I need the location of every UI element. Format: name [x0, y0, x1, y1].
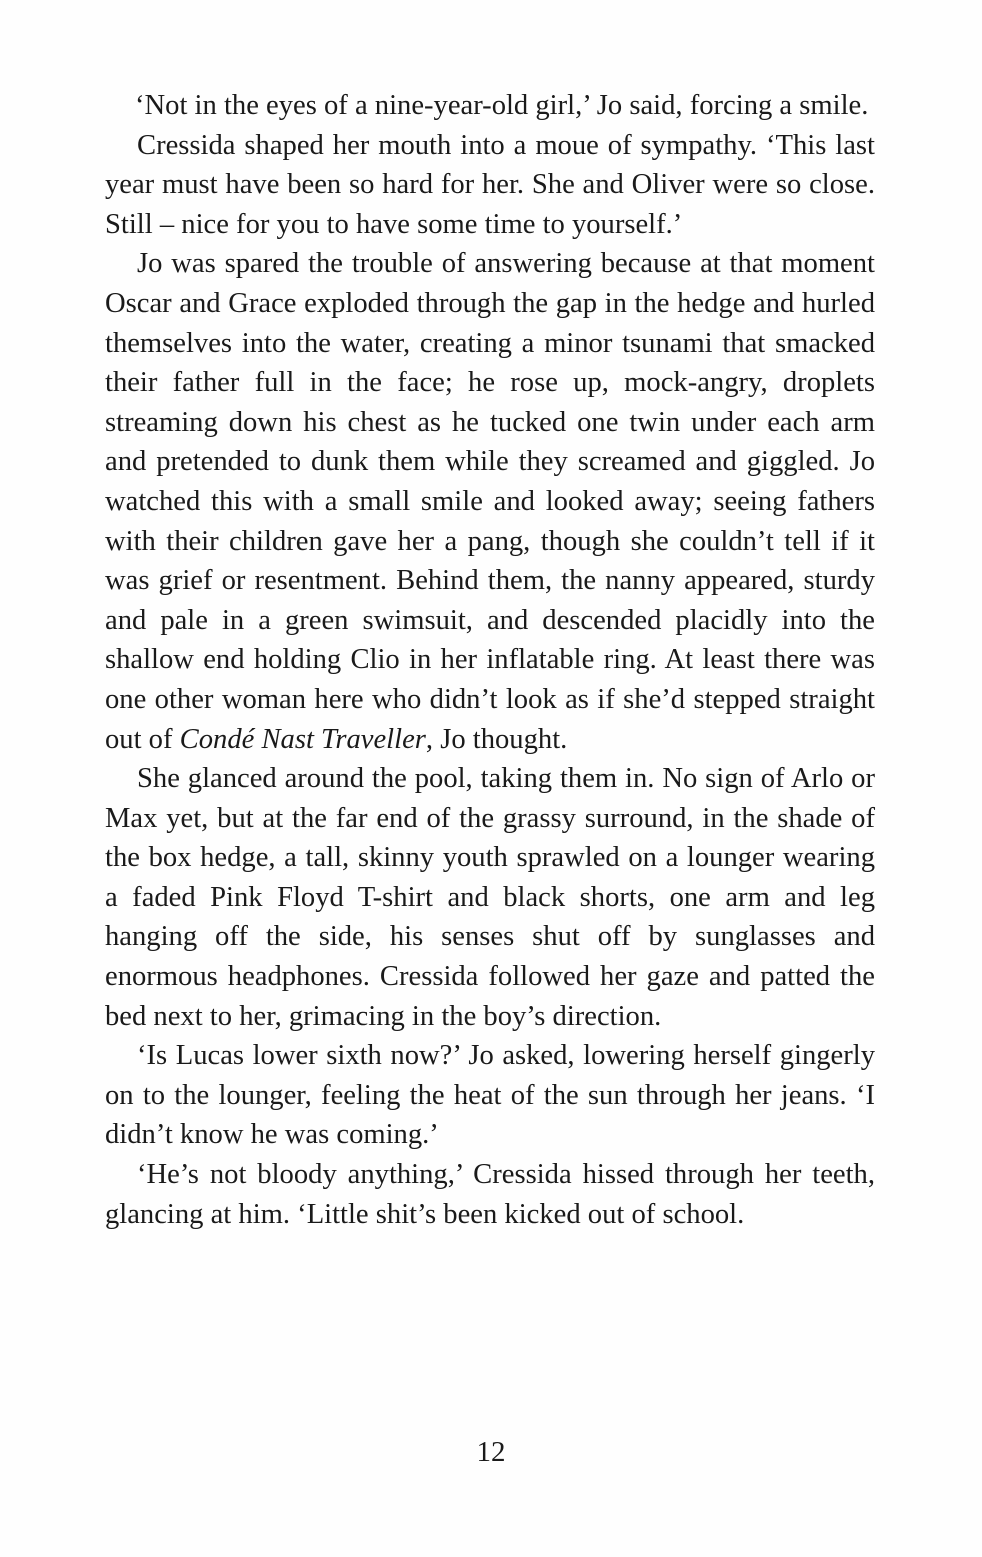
paragraph-4-text: She glanced around the pool, taking them in. No sign of Arlo or Max yet, but at the far end of the grassy surround, in the shade of the box hedge, a tall, skinny youth sprawled on a lounger wearing a faded Pink Floyd T-shirt and black shorts, one arm and leg hanging off the side, his senses shut off by sunglasses and enormous headphones. Cressida followed her gaze and patted the bed next to her, grimacing in the boy’s direction. [105, 763, 875, 1032]
magazine-title: Condé Nast Traveller [179, 723, 426, 755]
paragraph-3-text-end: , Jo thought. [425, 723, 568, 755]
paragraph-5-text: ‘Is Lucas lower sixth now?’ Jo asked, lowering herself gingerly on to the lounger, feeling the heat of the sun through her jeans. ‘I didn’t know he was coming.’ [105, 1040, 875, 1151]
paragraph-1 [105, 86, 875, 126]
paragraph-6 [105, 1155, 875, 1234]
paragraph-3-text: Jo was spared the trouble of answering because at that moment Oscar and Grace exploded through the gap in the hedge and hurled themselves into the water, creating a minor tsunami that smacked their father full in the face; he rose up, mock-angry, droplets streaming down his chest as he tucked one twin under each arm and pretended to dunk them while they screamed and giggled. Jo watched this with a small smile and looked away; seeing fathers with their children gave her a pang, though she couldn’t tell if it was grief or resentment. Behind them, the nanny appeared, sturdy and pale in a green swimsuit, and descended placidly into the shallow end holding Clio in her inflatable ring. At least there was one other woman here who didn’t look as if she’d stepped straight out of [105, 248, 875, 755]
paragraph-2-text: Cressida shaped her mouth into a moue of sympathy. ‘This last year must have been so hard for her. She and Oliver were so close. Still – nice for you to have some time to yourself.’ [105, 129, 875, 240]
paragraph-4 [105, 759, 875, 1036]
paragraph-1-text: ‘Not in the eyes of a nine-year-old girl,’ Jo said, forcing a smile. [135, 90, 869, 121]
paragraph-5 [105, 1036, 875, 1155]
body-text [105, 86, 875, 1234]
paragraph-2 [105, 126, 875, 245]
paragraph-3 [105, 244, 875, 759]
paragraph-6-text: ‘He’s not bloody anything,’ Cressida hissed through her teeth, glancing at him. ‘Little shit’s been kicked out of school. [105, 1159, 875, 1230]
page-number: 12 [476, 1436, 506, 1468]
